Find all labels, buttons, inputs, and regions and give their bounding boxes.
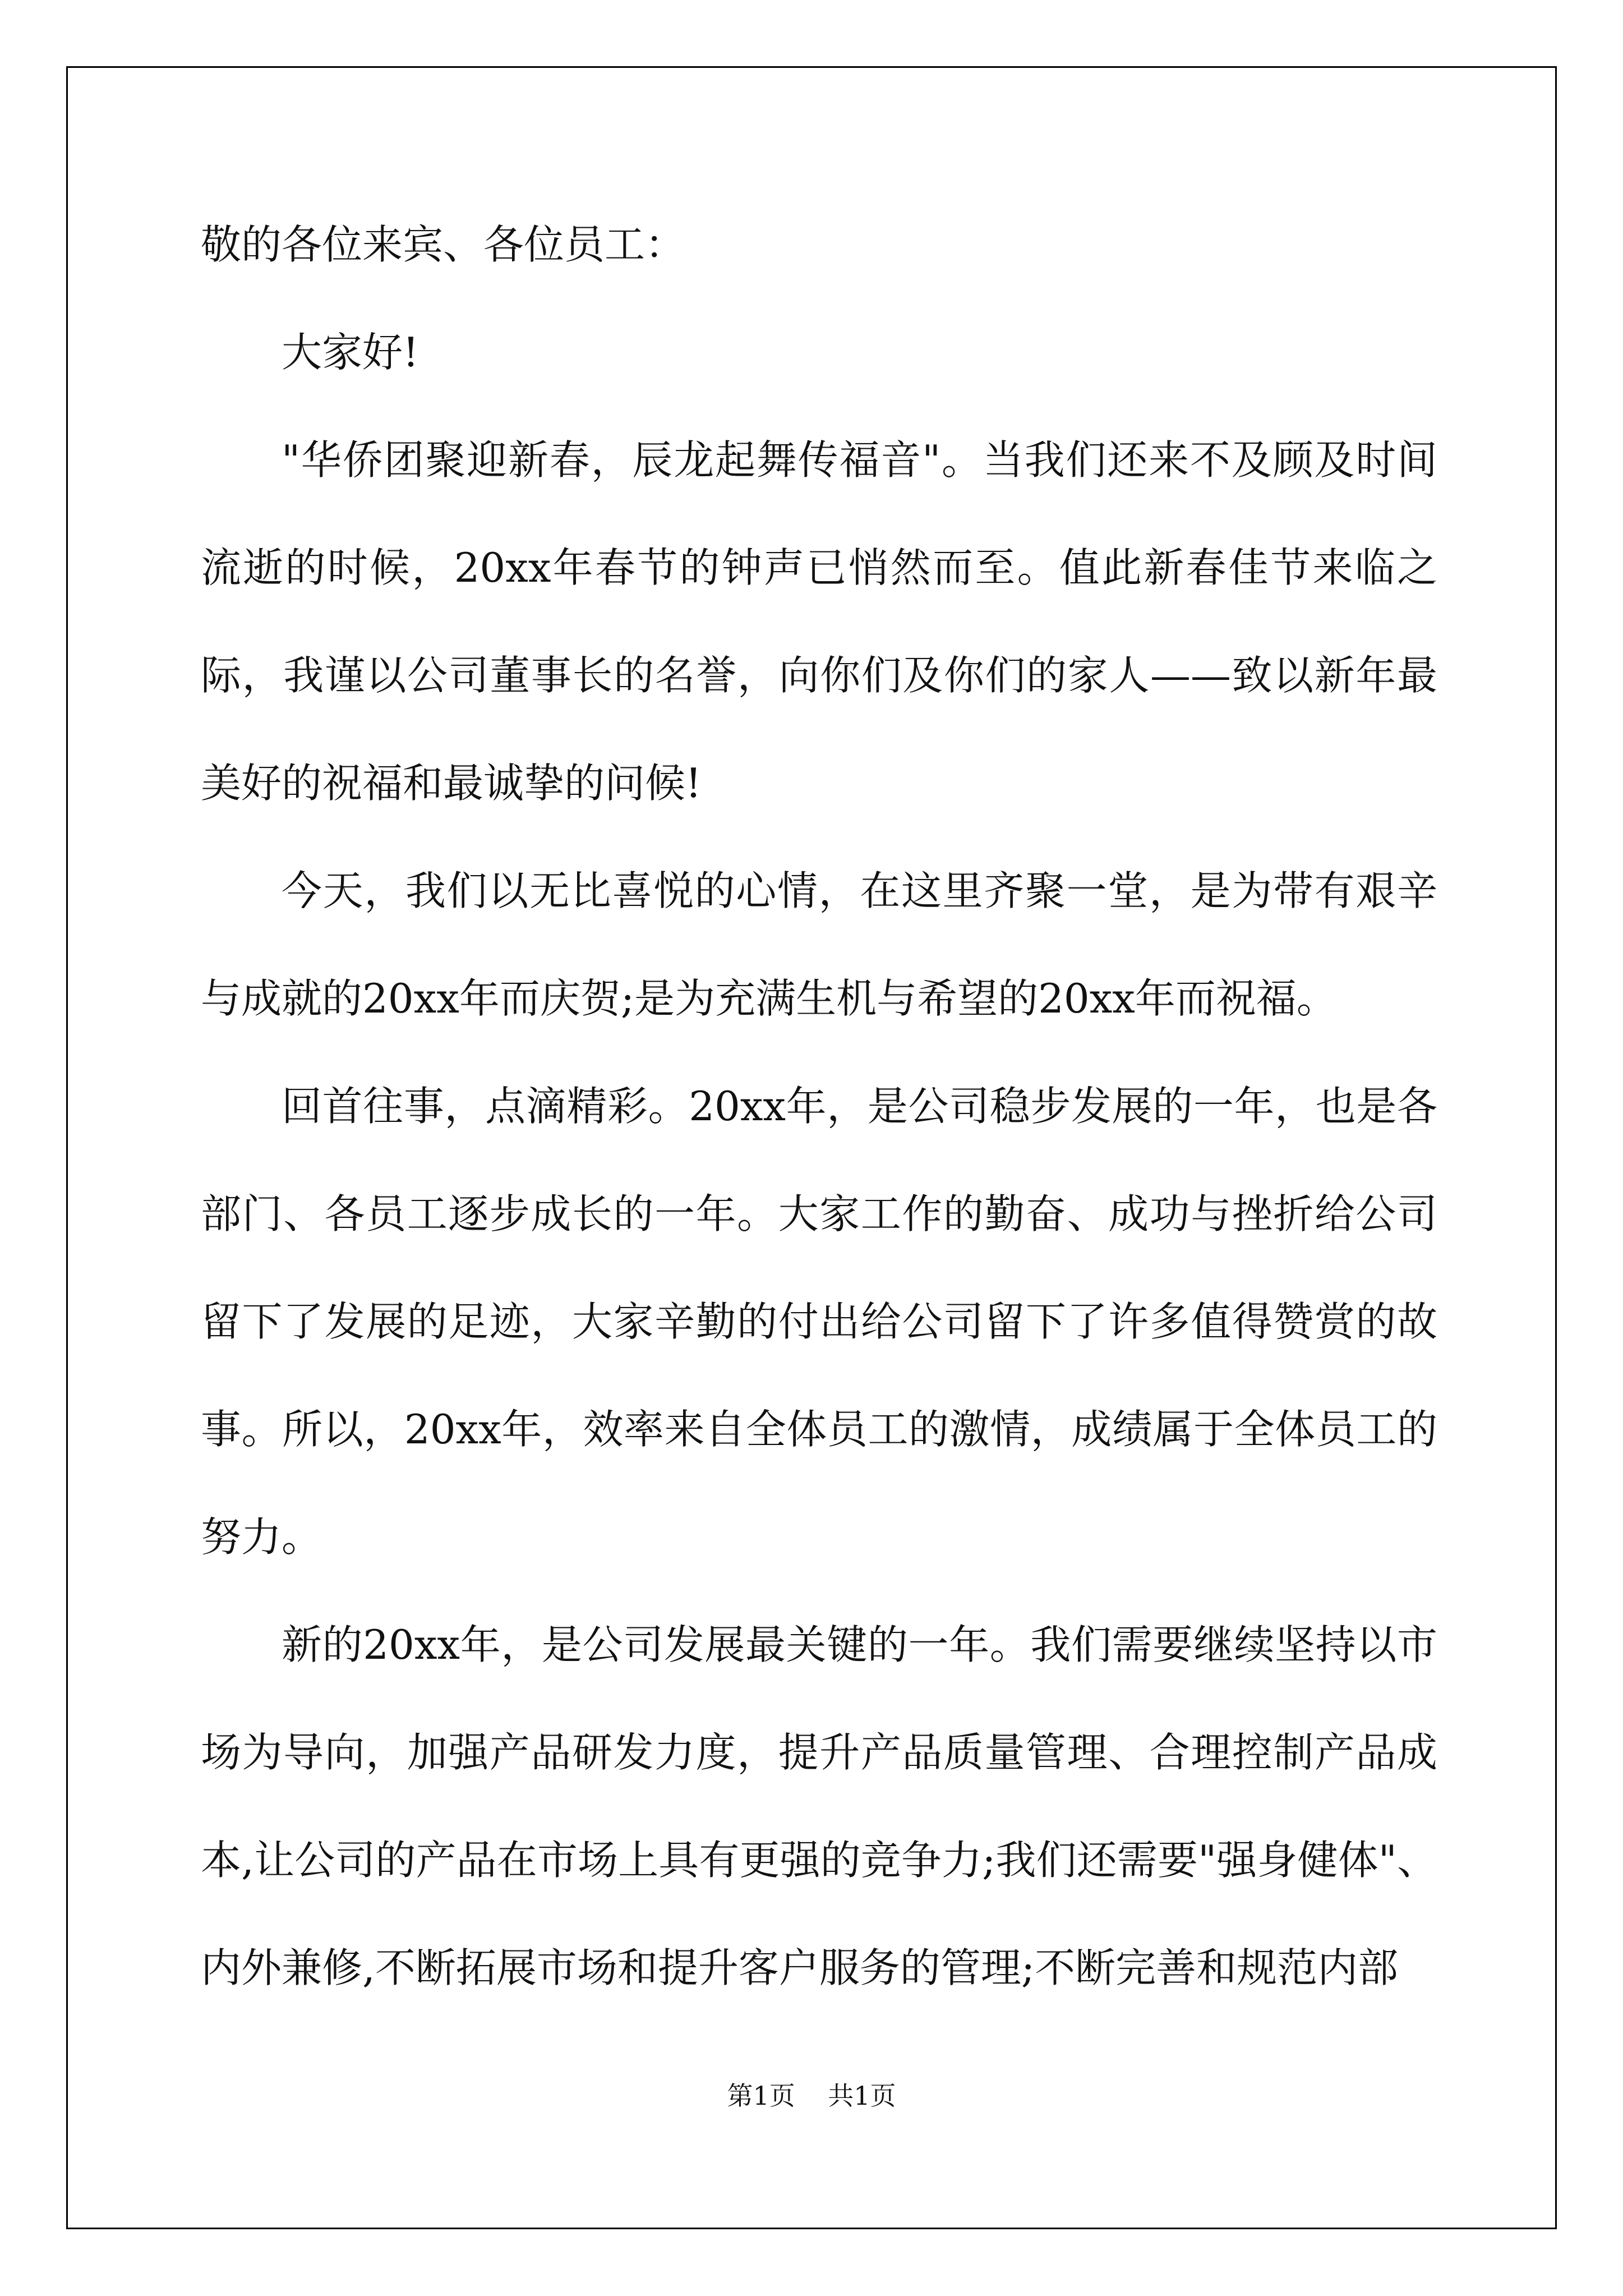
page-total: 共1页 xyxy=(828,2081,896,2111)
salutation: 敬的各位来宾、各位员工： xyxy=(201,221,686,268)
paragraph-1: "华侨团聚迎新春，辰龙起舞传福音"。当我们还来不及顾及时间流逝的时候，20xx年春节的钟声已悄然而至。值此新春佳节来临之际，我谨以公司董事长的名誉，向你们及你们的家人——致以新年最美好的祝福和最诚挚的问候! xyxy=(201,436,1437,807)
paragraph-2: 今天，我们以无比喜悦的心情，在这里齐聚一堂，是为带有艰辛与成就的20xx年而庆贺;是为充满生机与希望的20xx年而祝福。 xyxy=(201,867,1437,1022)
page-footer xyxy=(0,2076,1623,2113)
document-body xyxy=(201,191,1437,2022)
greeting: 大家好! xyxy=(282,329,419,376)
paragraph-3: 回首往事，点滴精彩。20xx年，是公司稳步发展的一年，也是各部门、各员工逐步成长的一年。大家工作的勤奋、成功与挫折给公司留下了发展的足迹，大家辛勤的付出给公司留下了许多值得赞赏的故事。所以，20xx年，效率来自全体员工的激情，成绩属于全体员工的努力。 xyxy=(201,1083,1437,1561)
page-number: 第1页 xyxy=(727,2081,795,2111)
paragraph-4: 新的20xx年，是公司发展最关键的一年。我们需要继续坚持以市场为导向，加强产品研发力度，提升产品质量管理、合理控制产品成本,让公司的产品在市场上具有更强的竞争力;我们还需要"强身健体"、内外兼修,不断拓展市场和提升客户服务的管理;不断完善和规范内部 xyxy=(201,1621,1437,1991)
